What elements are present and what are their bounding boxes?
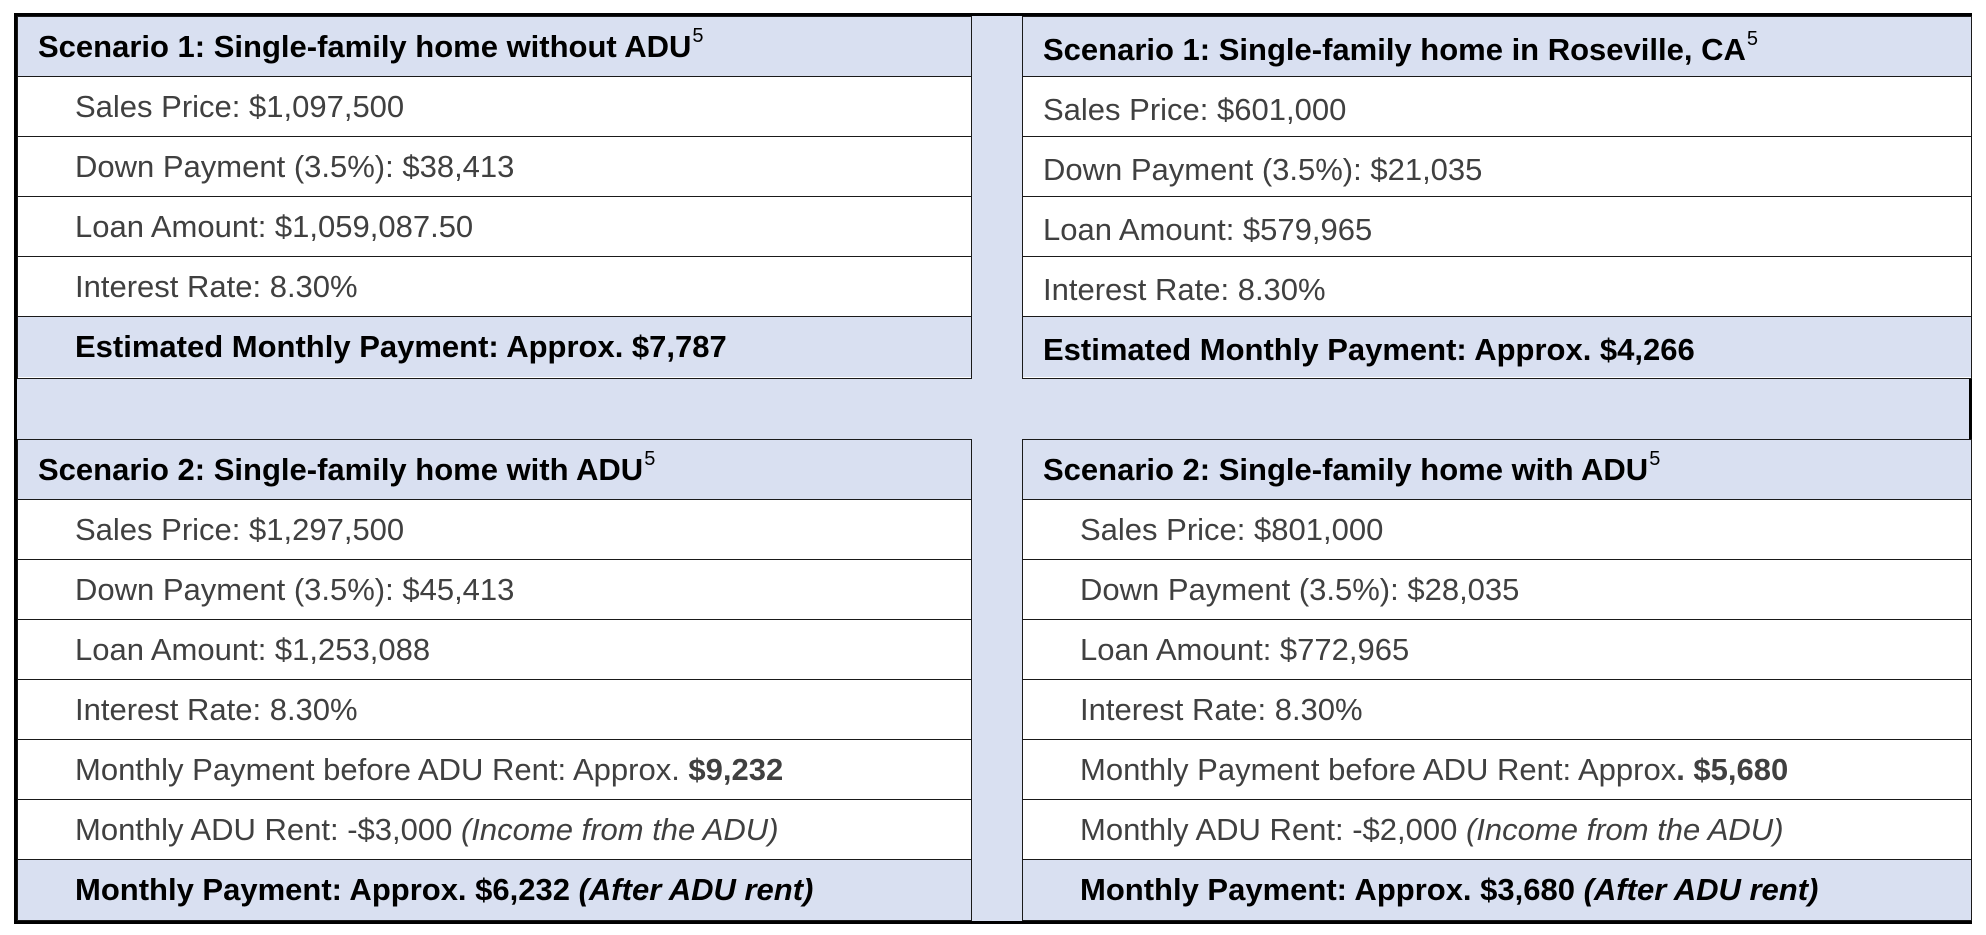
- adu-rent-row: [1023, 800, 1971, 860]
- loan-amount-row: [18, 197, 971, 257]
- row-text: Interest Rate: 8.30%: [75, 691, 358, 727]
- down-payment-row: [18, 137, 971, 197]
- row-label: Monthly Payment: Approx. $3,680: [1080, 872, 1584, 907]
- row-text: Sales Price: $1,097,500: [75, 88, 405, 124]
- panel-header: [18, 440, 971, 500]
- down-payment-row: [1023, 137, 1971, 197]
- row-note: (After ADU rent): [578, 872, 814, 907]
- header-text: Scenario 1: Single-family home without ADU: [38, 28, 692, 64]
- panel-header: [18, 17, 971, 77]
- monthly-payment-row: [18, 317, 971, 377]
- row-text: Down Payment (3.5%): $45,413: [75, 571, 515, 607]
- row-note: (Income from the ADU): [1465, 811, 1784, 847]
- row-text: Estimated Monthly Payment: Approx. $4,266: [1043, 332, 1695, 367]
- footnote-marker: 5: [644, 448, 656, 470]
- row-note: (After ADU rent): [1583, 872, 1819, 907]
- row-text: Sales Price: $801,000: [1080, 511, 1384, 547]
- row-text: Down Payment (3.5%): $38,413: [75, 148, 515, 184]
- sales-price-row: [1023, 500, 1971, 560]
- header-text: Scenario 1: Single-family home in Roseville, CA: [1043, 31, 1746, 67]
- monthly-payment-row: [1023, 317, 1971, 377]
- loan-amount-row: [1023, 197, 1971, 257]
- row-text: Loan Amount: $772,965: [1080, 631, 1410, 667]
- row-label: Monthly Payment: Approx. $6,232: [75, 872, 579, 907]
- down-payment-row: [18, 560, 971, 620]
- footnote-marker: 5: [1746, 28, 1758, 50]
- row-text: Estimated Monthly Payment: Approx. $7,787: [75, 329, 727, 364]
- row-value: $9,232: [688, 751, 784, 787]
- footnote-marker: 5: [692, 25, 704, 47]
- row-text: Interest Rate: 8.30%: [1043, 271, 1326, 307]
- loan-amount-row: [18, 620, 971, 680]
- interest-rate-row: [1023, 257, 1971, 317]
- interest-rate-row: [18, 257, 971, 317]
- panel-header: [1023, 440, 1971, 500]
- scenario-2-with-adu-panel-left: [17, 439, 972, 921]
- scenario-2-with-adu-panel-right: [1022, 439, 1972, 921]
- sales-price-row: [18, 500, 971, 560]
- footnote-marker: 5: [1649, 448, 1661, 470]
- row-label: Monthly ADU Rent: -$3,000: [75, 811, 461, 847]
- interest-rate-row: [1023, 680, 1971, 740]
- row-text: Interest Rate: 8.30%: [75, 268, 358, 304]
- interest-rate-row: [18, 680, 971, 740]
- adu-rent-row: [18, 800, 971, 860]
- comparison-table: [14, 13, 1972, 924]
- row-label: Monthly Payment before ADU Rent: Approx: [1080, 751, 1677, 787]
- row-text: Down Payment (3.5%): $28,035: [1080, 571, 1520, 607]
- row-text: Loan Amount: $1,059,087.50: [75, 208, 474, 244]
- down-payment-row: [1023, 560, 1971, 620]
- payment-before-rent-row: [1023, 740, 1971, 800]
- header-text: Scenario 2: Single-family home with ADU: [1043, 451, 1649, 487]
- row-label: Monthly ADU Rent: -$2,000: [1080, 811, 1466, 847]
- row-text: Sales Price: $601,000: [1043, 91, 1347, 127]
- row-value: . $5,680: [1676, 751, 1789, 787]
- header-text: Scenario 2: Single-family home with ADU: [38, 451, 644, 487]
- sales-price-row: [1023, 77, 1971, 137]
- sales-price-row: [18, 77, 971, 137]
- monthly-payment-row: [18, 860, 971, 920]
- row-note: (Income from the ADU): [460, 811, 779, 847]
- row-text: Sales Price: $1,297,500: [75, 511, 405, 547]
- scenario-1-without-adu-panel: [17, 16, 972, 379]
- monthly-payment-row: [1023, 860, 1971, 920]
- panel-header: [1023, 17, 1971, 77]
- row-text: Down Payment (3.5%): $21,035: [1043, 151, 1483, 187]
- row-text: Loan Amount: $1,253,088: [75, 631, 431, 667]
- scenario-1-roseville-panel: [1022, 16, 1972, 379]
- row-text: Loan Amount: $579,965: [1043, 211, 1373, 247]
- payment-before-rent-row: [18, 740, 971, 800]
- loan-amount-row: [1023, 620, 1971, 680]
- row-text: Interest Rate: 8.30%: [1080, 691, 1363, 727]
- row-label: Monthly Payment before ADU Rent: Approx.: [75, 751, 689, 787]
